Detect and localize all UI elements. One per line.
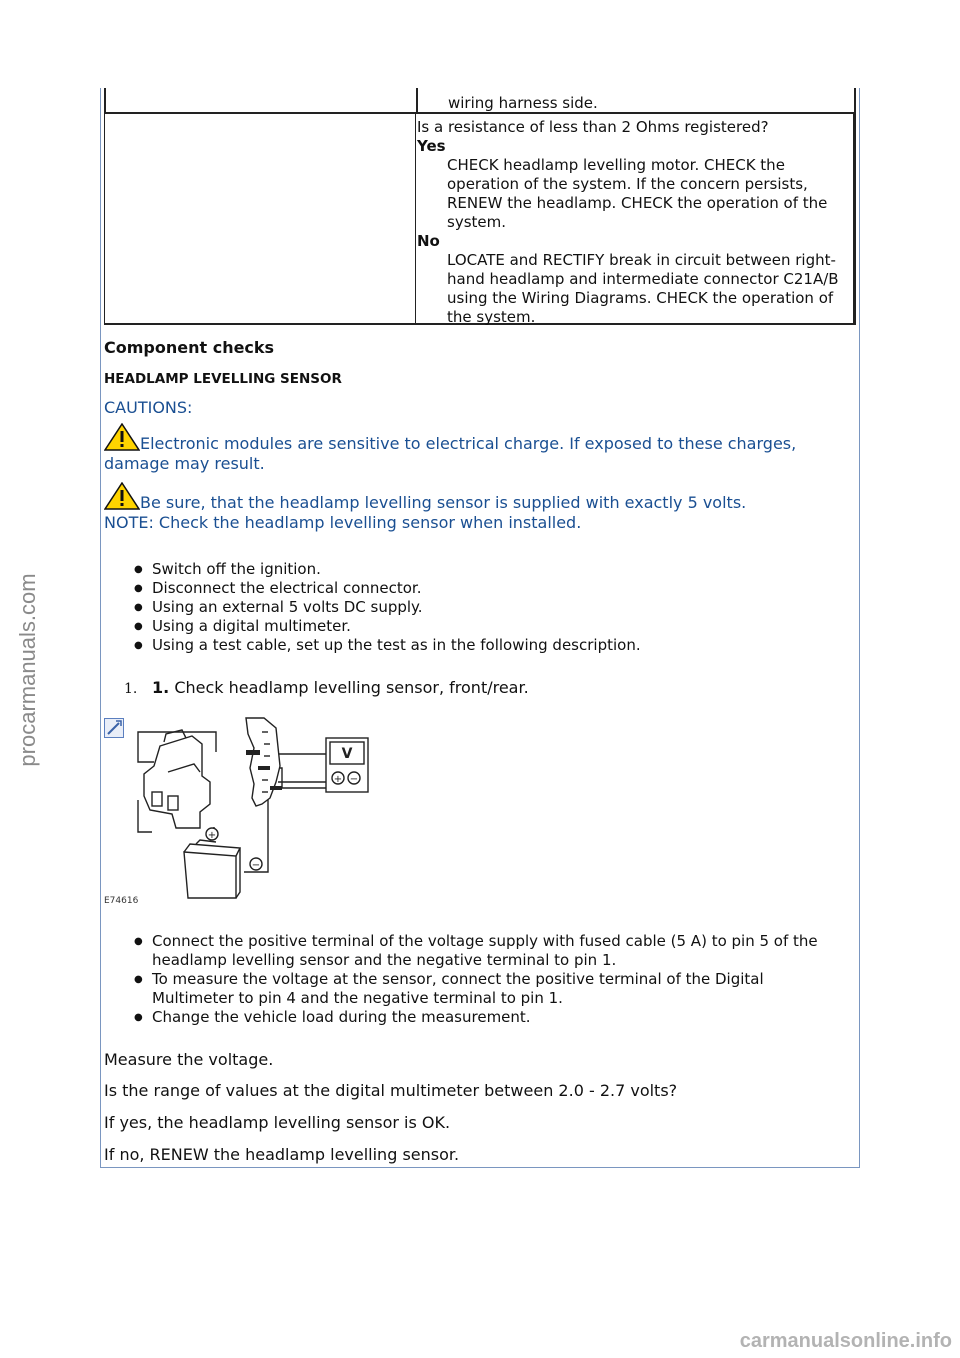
list-item: ● Connect the positive terminal of the voltage supply with fused cable (5 A) to pin 5 of the headlamp levelling sensor and the negative terminal to pin 1. (104, 932, 849, 970)
subsection-title: HEADLAMP LEVELLING SENSOR (104, 371, 342, 387)
warning-icon (104, 482, 140, 510)
side-watermark: procarmanuals.com (15, 573, 40, 767)
table-column-divider (415, 114, 416, 323)
test-procedure-list (104, 932, 849, 1027)
list-item: ● To measure the voltage at the sensor, connect the positive terminal of the Digital Multimeter to pin 4 and the negative terminal to pin 1. (104, 970, 849, 1008)
table-column-divider (416, 88, 418, 112)
caution-1 (104, 423, 844, 474)
caution-2 (104, 482, 844, 533)
note-text: NOTE: Check the headlamp levelling sensor when installed. (104, 513, 582, 532)
caution-1-text: Electronic modules are sensitive to electrical charge. If exposed to these charges, damage may result. (104, 434, 797, 473)
sensor-test-diagram (104, 712, 374, 906)
step-bold-number: 1. (152, 678, 170, 697)
yes-text: CHECK headlamp levelling motor. CHECK the operation of the system. If the concern persists, RENEW the headlamp. CHECK the operation of the system. (447, 156, 828, 231)
step-1 (104, 678, 529, 697)
list-item: ● Using a test cable, set up the test as in the following description. (104, 636, 849, 655)
yes-label: Yes (417, 137, 446, 155)
list-item: ● Disconnect the electrical connector. (104, 579, 849, 598)
paragraph-no: If no, RENEW the headlamp levelling sensor. (104, 1145, 460, 1164)
battery-plus: + (207, 830, 217, 841)
bottom-watermark: carmanualsonline.info (739, 1330, 952, 1352)
paragraph-question: Is the range of values at the digital multimeter between 2.0 - 2.7 volts? (104, 1081, 678, 1100)
meter-minus: − (349, 774, 359, 785)
paragraph-measure: Measure the voltage. (104, 1050, 274, 1069)
table-top-row (104, 88, 856, 114)
list-item: ● Switch off the ignition. (104, 560, 849, 579)
caution-2-text: Be sure, that the headlamp levelling sensor is supplied with exactly 5 volts. (140, 493, 747, 512)
no-text: LOCATE and RECTIFY break in circuit between right-hand headlamp and intermediate connector C21A/B using the Wiring Diagrams. CHECK the operation of the system. (447, 251, 839, 326)
paragraph-yes: If yes, the headlamp levelling sensor is OK. (104, 1113, 451, 1132)
preparation-list (104, 560, 849, 655)
cautions-label: CAUTIONS: (104, 398, 193, 417)
list-item: ● Change the vehicle load during the measurement. (104, 1008, 849, 1027)
step-text: Check headlamp levelling sensor, front/rear. (174, 678, 529, 697)
list-item: ● Using a digital multimeter. (104, 617, 849, 636)
meter-plus: + (333, 774, 343, 785)
table-cell-result (417, 118, 847, 327)
meter-label: V (341, 746, 353, 762)
table-cell-continued: wiring harness side. (448, 94, 598, 112)
question-text: Is a resistance of less than 2 Ohms registered? (417, 118, 769, 136)
section-title: Component checks (104, 338, 275, 357)
battery-minus: − (251, 860, 261, 871)
table-row (104, 114, 856, 325)
figure-id: E74616 (104, 896, 139, 906)
step-number: 1. (124, 681, 138, 697)
no-label: No (417, 232, 440, 250)
list-item: ● Using an external 5 volts DC supply. (104, 598, 849, 617)
warning-icon (104, 423, 140, 451)
